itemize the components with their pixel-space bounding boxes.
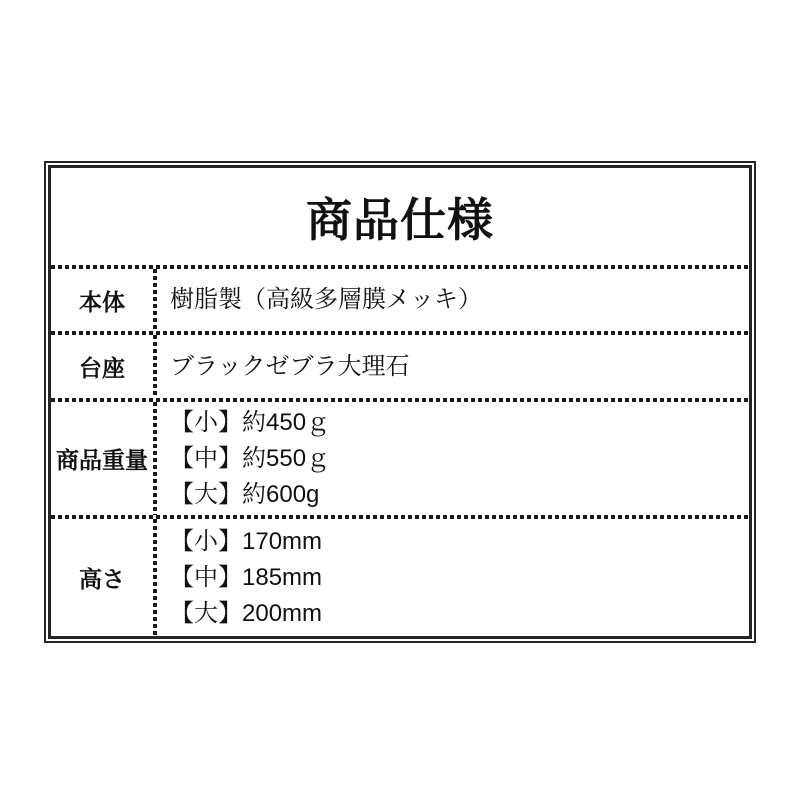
table-row-weight bbox=[51, 402, 749, 515]
row-label-body: 本体 bbox=[79, 288, 125, 315]
row-value-height bbox=[157, 519, 749, 636]
spec-table-frame bbox=[48, 165, 752, 639]
value-line: 【小】約450ｇ bbox=[170, 408, 331, 436]
value-line: 【中】185mm bbox=[170, 563, 323, 591]
value-line: 【中】約550ｇ bbox=[170, 444, 331, 472]
row-value-base bbox=[157, 335, 749, 398]
value-line: 【小】170mm bbox=[170, 527, 323, 555]
row-label-weight: 商品重量 bbox=[56, 447, 148, 473]
table-row-height bbox=[51, 519, 749, 636]
value-line: ブラックゼブラ大理石 bbox=[170, 352, 410, 380]
table-row-body bbox=[51, 269, 749, 331]
value-line: 【大】200mm bbox=[170, 599, 323, 627]
row-label-height: 高さ bbox=[79, 566, 125, 592]
table-title: 商品仕様 bbox=[306, 193, 494, 246]
row-value-body bbox=[157, 269, 749, 331]
row-label-base: 台座 bbox=[79, 355, 125, 381]
table-row-base bbox=[51, 335, 749, 398]
value-line: 【大】約600g bbox=[170, 480, 320, 508]
spec-table bbox=[44, 161, 756, 643]
row-value-weight bbox=[157, 402, 749, 515]
value-line: 樹脂製（高級多層膜メッキ） bbox=[170, 286, 482, 313]
